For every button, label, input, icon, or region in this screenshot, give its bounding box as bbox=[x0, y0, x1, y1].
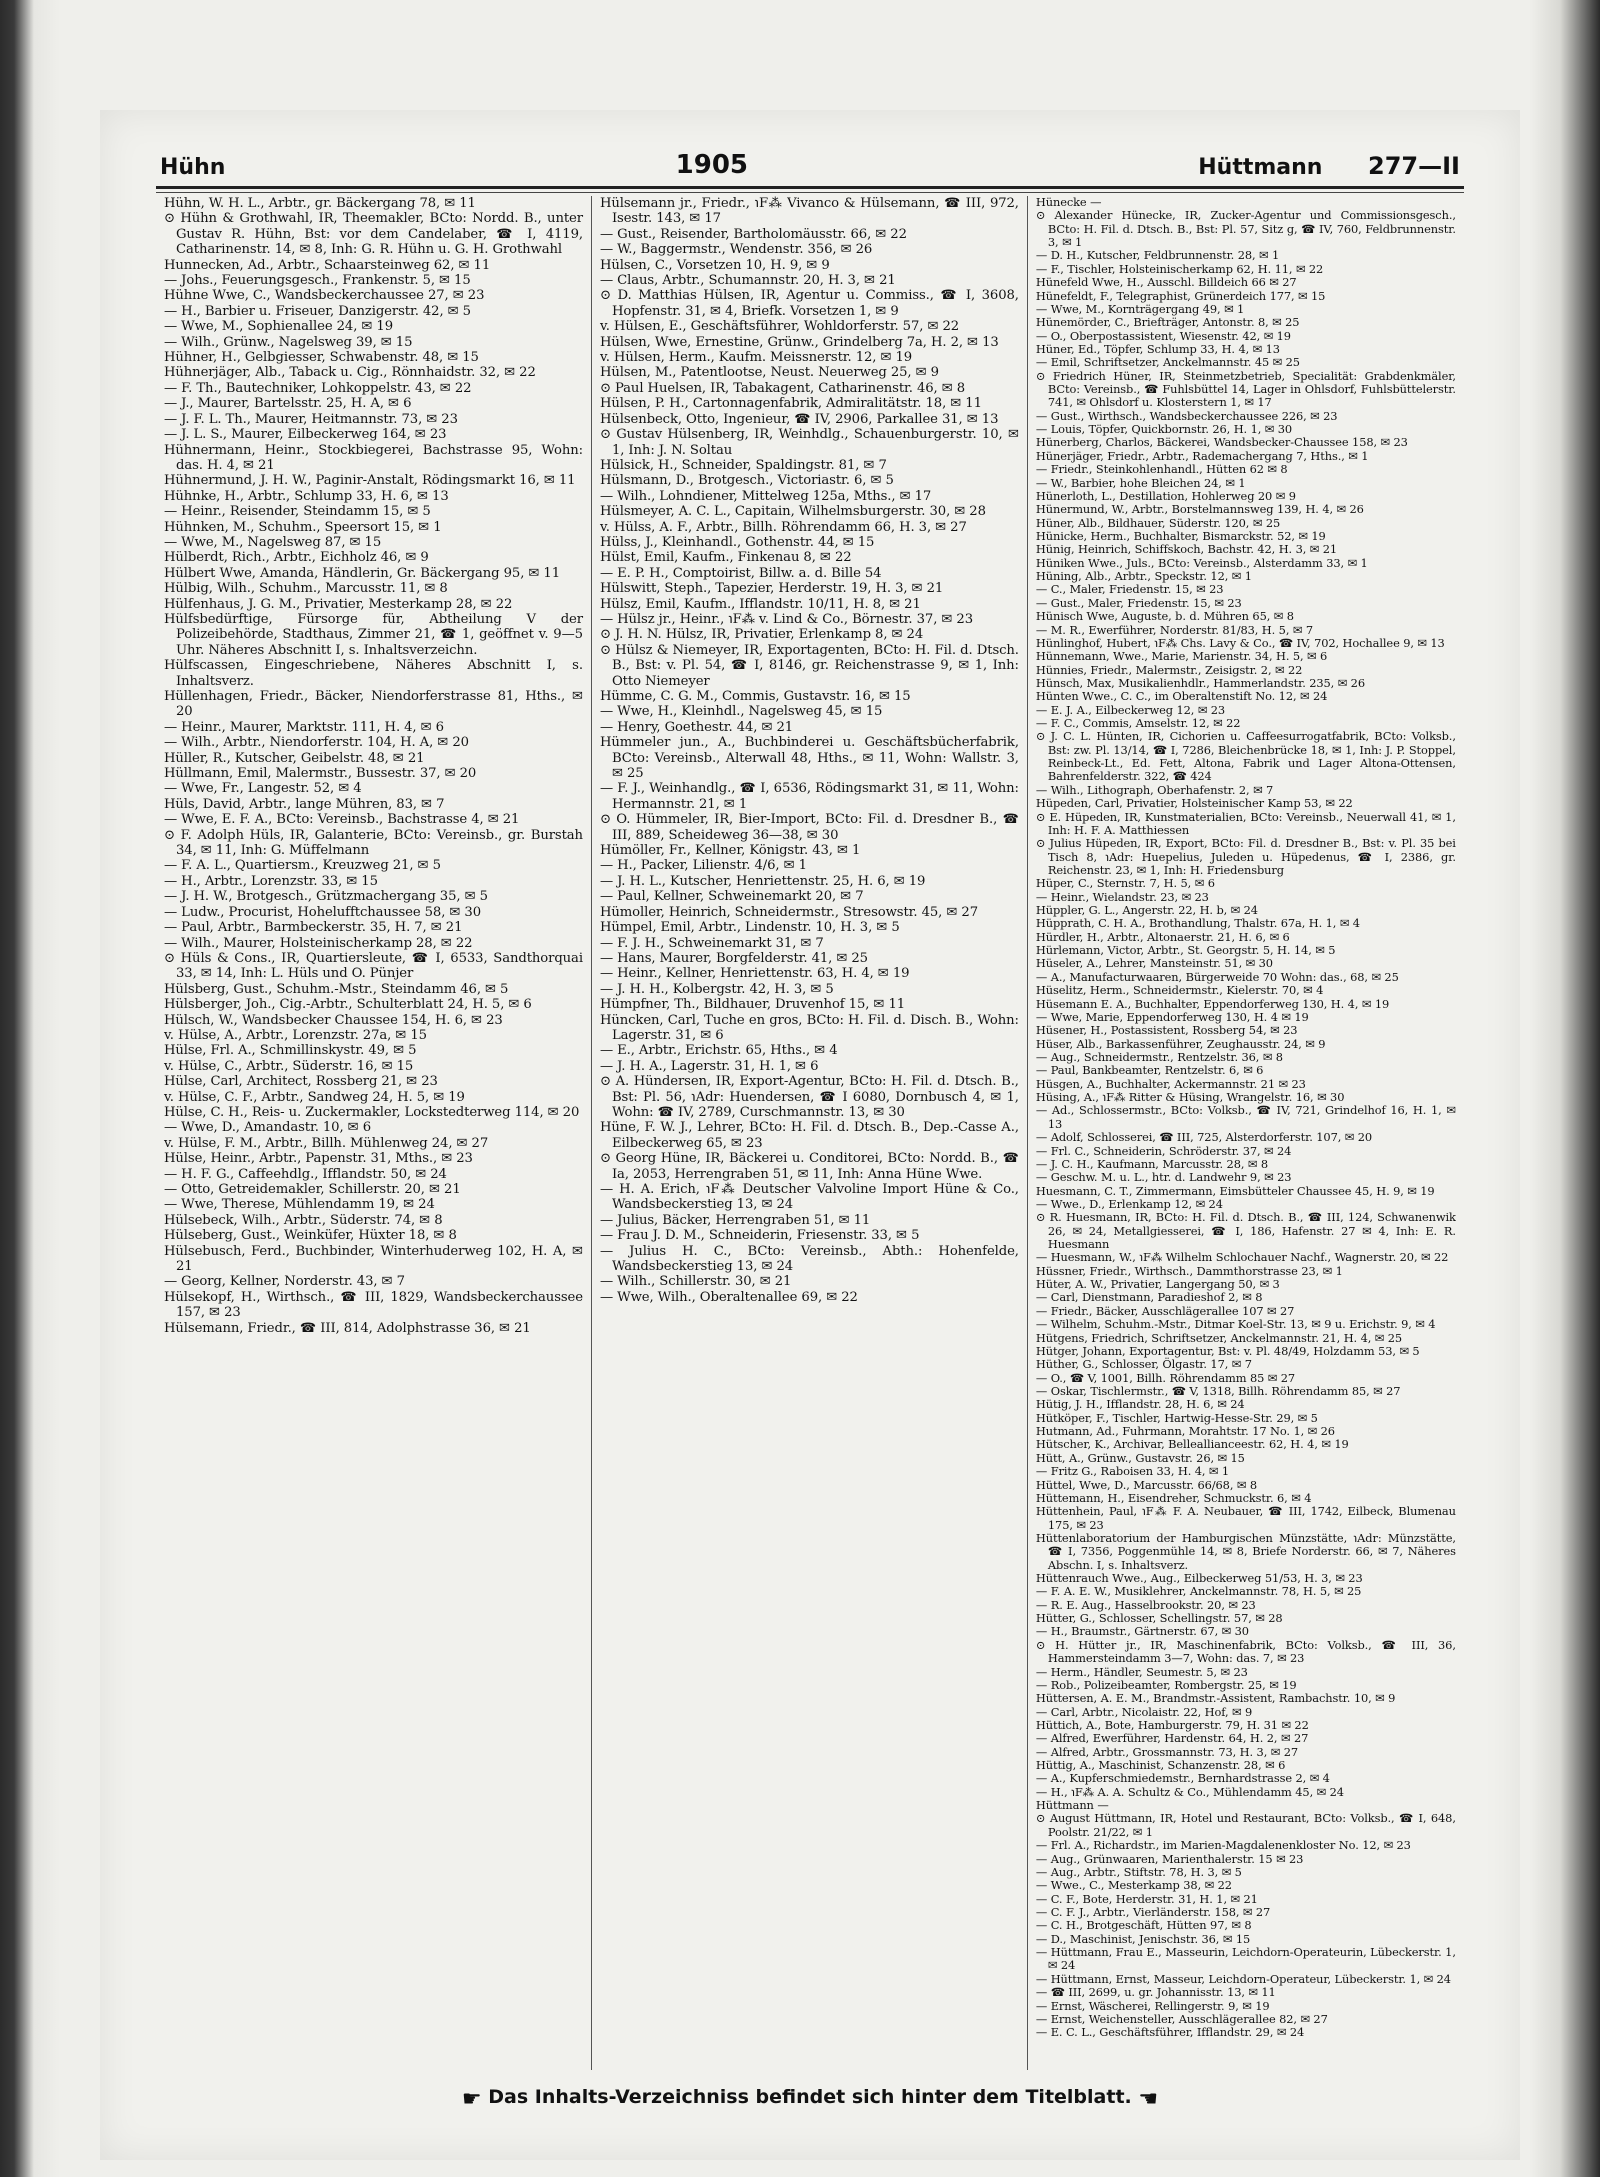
directory-entry: Hüllenhagen, Friedr., Bäcker, Niendorferstrasse 81, Hths., ✉ 20 bbox=[164, 689, 583, 720]
directory-entry: — A., Manufacturwaaren, Bürgerweide 70 Wohn: das., 68, ✉ 25 bbox=[1035, 969, 1399, 984]
directory-entry: Hülfscassen, Eingeschriebene, Näheres Abschnitt I, s. Inhaltsverz. bbox=[164, 658, 583, 689]
directory-entry: — Geschw. M. u. L., htr. d. Landwehr 9, ✉ 23 bbox=[1035, 1170, 1292, 1185]
directory-entry: Hühnken, M., Schuhm., Speersort 15, ✉ 1 bbox=[164, 519, 442, 535]
directory-entry: Hünefeldt, F., Telegraphist, Grünerdeich 177, ✉ 15 bbox=[1035, 288, 1326, 303]
directory-entry: — Wwe, H., Kleinhdl., Nagelsweg 45, ✉ 15 bbox=[599, 704, 883, 720]
directory-entry: Hülsberg, Gust., Schuhm.-Mstr., Steindamm 46, ✉ 5 bbox=[164, 981, 509, 997]
header-year: 1905 bbox=[675, 150, 749, 180]
directory-entry: Hühnke, H., Arbtr., Schlump 33, H. 6, ✉ 13 bbox=[164, 488, 449, 504]
directory-entry: — C. F. J., Arbtr., Vierländerstr. 158, ✉ 27 bbox=[1035, 1905, 1271, 1919]
page-number: 277—II bbox=[1368, 152, 1460, 180]
directory-entry: Hülsick, H., Schneider, Spaldingstr. 81, ✉ 7 bbox=[599, 457, 887, 473]
directory-entry: — Wwe, M., Sophienallee 24, ✉ 19 bbox=[164, 319, 393, 335]
directory-entry: — E. P. H., Comptoirist, Billw. a. d. Bille 54 bbox=[599, 565, 882, 581]
directory-entry: Hülsen, M., Patentlootse, Neust. Neuerweg 25, ✉ 9 bbox=[599, 365, 939, 381]
directory-entry: Hümme, C. G. M., Commis, Gustavstr. 16, ✉ 15 bbox=[599, 689, 911, 704]
directory-entry: ⊙ Hüls & Cons., IR, Quartiersleute, ☎ I, 6533, Sandthorquai 33, ✉ 14, Inh: L. Hüls und O. Pünjer bbox=[164, 950, 583, 982]
directory-entry: Hülse, C. H., Reis- u. Zuckermakler, Lockstedterweg 114, ✉ 20 bbox=[164, 1104, 580, 1120]
directory-entry: — D. H., Kutscher, Feldbrunnenstr. 28, ✉ 1 bbox=[1035, 248, 1280, 263]
directory-entry: — J., Maurer, Bartelsstr. 25, H. A, ✉ 6 bbox=[164, 396, 412, 412]
directory-entry: Hümpfner, Th., Bildhauer, Druvenhof 15, ✉ 11 bbox=[599, 997, 906, 1013]
directory-entry: ⊙ H. Hütter jr., IR, Maschinenfabrik, BCto: Volksb., ☎ III, 36, Hammersteindamm 3—7, Wohn: das. 7, ✉ 23 bbox=[1035, 1637, 1456, 1666]
pointing-hand-right-icon: ☚ bbox=[1138, 2087, 1159, 2112]
directory-entry: Hüttemann, H., Eisendreher, Schmuckstr. 6, ✉ 4 bbox=[1035, 1490, 1312, 1505]
directory-entry: Hülseberg, Gust., Weinküfer, Hüxter 18, ✉ 8 bbox=[164, 1228, 457, 1244]
directory-entry: Hülse, Carl, Architect, Rossberg 21, ✉ 23 bbox=[164, 1074, 438, 1090]
directory-entry: Hülbig, Wilh., Schuhm., Marcusstr. 11, ✉ 8 bbox=[164, 581, 448, 597]
directory-entry: — Aug., Arbtr., Stiftstr. 78, H. 3, ✉ 5 bbox=[1035, 1864, 1242, 1879]
directory-entry: — Wwe, Marie, Eppendorferweg 130, H. 4 ✉ 19 bbox=[1035, 1009, 1309, 1024]
directory-entry: Hüpeden, Carl, Privatier, Holsteinischer Kamp 53, ✉ 22 bbox=[1035, 796, 1353, 811]
directory-entry: — Frl. C., Schneiderin, Schröderstr. 37, ✉ 24 bbox=[1035, 1143, 1292, 1158]
directory-entry: Hünermund, W., Arbtr., Borstelmannsweg 139, H. 4, ✉ 26 bbox=[1035, 502, 1364, 517]
directory-entry: Hülsebeck, Wilh., Arbtr., Süderstr. 74, ✉ 8 bbox=[164, 1212, 443, 1228]
directory-entry: — A., Kupferschmiedemstr., Bernhardstrasse 2, ✉ 4 bbox=[1035, 1771, 1330, 1786]
directory-entry: — H., Packer, Lilienstr. 4/6, ✉ 1 bbox=[599, 858, 807, 874]
directory-entry: — Otto, Getreidemakler, Schillerstr. 20, ✉ 21 bbox=[164, 1182, 461, 1197]
directory-entry: — F. A. E. W., Musiklehrer, Anckelmannstr. 78, H. 5, ✉ 25 bbox=[1035, 1584, 1362, 1599]
directory-entry: — Fritz G., Raboisen 33, H. 4, ✉ 1 bbox=[1035, 1464, 1230, 1479]
directory-entry: Hüls, David, Arbtr., lange Mühren, 83, ✉ 7 bbox=[164, 796, 445, 812]
directory-entry: v. Hülsen, Herm., Kaufm. Meissnerstr. 12, ✉ 19 bbox=[599, 350, 913, 366]
directory-entry: v. Hülse, A., Arbtr., Lorenzstr. 27a, ✉ 15 bbox=[164, 1027, 427, 1043]
directory-entry: Hüttenrauch Wwe., Aug., Eilbeckerweg 51/53, H. 3, ✉ 23 bbox=[1035, 1571, 1363, 1586]
directory-entry: Hütköper, F., Tischler, Hartwig-Hesse-Str. 29, ✉ 5 bbox=[1035, 1410, 1318, 1425]
directory-entry: Hülsekopf, H., Wirthsch., ☎ III, 1829, Wandsbeckerchaussee 157, ✉ 23 bbox=[164, 1289, 583, 1321]
directory-entry: Hühnermann, Heinr., Stockbiegerei, Bachstrasse 95, Wohn: das. H. 4, ✉ 21 bbox=[164, 442, 583, 473]
directory-entry: — Henry, Goethestr. 44, ✉ 21 bbox=[599, 719, 794, 735]
directory-entry: — F. J. H., Schweinemarkt 31, ✉ 7 bbox=[599, 935, 824, 951]
directory-entry: Hüsener, H., Postassistent, Rossberg 54, ✉ 23 bbox=[1035, 1023, 1298, 1038]
directory-entry: — Wwe., C., Mesterkamp 38, ✉ 22 bbox=[1035, 1878, 1232, 1893]
directory-entry: — Hülsz jr., Heinr., ℩F⁂ v. Lind & Co., Börnestr. 37, ✉ 23 bbox=[599, 611, 974, 627]
directory-entry: Hülsberger, Joh., Cig.-Arbtr., Schulterblatt 24, H. 5, ✉ 6 bbox=[164, 997, 532, 1013]
directory-entry: Hüter, A. W., Privatier, Langergang 50, ✉ 3 bbox=[1035, 1277, 1280, 1292]
directory-entry: v. Hülss, A. F., Arbtr., Billh. Röhrendamm 66, H. 3, ✉ 27 bbox=[599, 519, 967, 535]
directory-entry: Hüseler, A., Lehrer, Mansteinstr. 51, ✉ 30 bbox=[1035, 956, 1273, 971]
directory-entry: Hüttmann — bbox=[1035, 1798, 1109, 1813]
directory-entry: ⊙ Georg Hüne, IR, Bäckerei u. Conditorei, BCto: Nordd. B., ☎ Ia, 2053, Herrengraben 51, ✉ 11, Inh: Anna Hüne Wwe. bbox=[599, 1151, 1019, 1182]
directory-entry: Hüller, R., Kutscher, Geibelstr. 48, ✉ 21 bbox=[164, 750, 425, 766]
directory-entry: — J. H. A., Lagerstr. 31, H. 1, ✉ 6 bbox=[599, 1058, 819, 1074]
directory-entry: Hülse, Frl. A., Schmillinskystr. 49, ✉ 5 bbox=[164, 1043, 417, 1059]
directory-entry: — Carl, Dienstmann, Paradieshof 2, ✉ 8 bbox=[1035, 1290, 1263, 1305]
directory-entry: ⊙ J. H. N. Hülsz, IR, Privatier, Erlenkamp 8, ✉ 24 bbox=[599, 627, 924, 643]
directory-entry: Hüner, Ed., Töpfer, Schlump 33, H. 4, ✉ 13 bbox=[1035, 341, 1280, 356]
directory-entry: Hühn, W. H. L., Arbtr., gr. Bäckergang 78, ✉ 11 bbox=[164, 196, 476, 211]
directory-entry: Hülsmann, D., Brotgesch., Victoriastr. 6, ✉ 5 bbox=[599, 473, 894, 489]
directory-entry: Hüser, Alb., Barkassenführer, Zeughausstr. 24, ✉ 9 bbox=[1035, 1036, 1326, 1051]
directory-entry: — Rob., Polizeibeamter, Rombergstr. 25, ✉ 19 bbox=[1035, 1677, 1297, 1692]
directory-entry: ⊙ F. Adolph Hüls, IR, Galanterie, BCto: Vereinsb., gr. Burstah 34, ✉ 11, Inh: G. Müffelmann bbox=[164, 827, 583, 859]
directory-entry: Hülsz, Emil, Kaufm., Ifflandstr. 10/11, H. 8, ✉ 21 bbox=[599, 596, 921, 612]
directory-entry: Hüttig, A., Maschinist, Schanzenstr. 28, ✉ 6 bbox=[1035, 1758, 1286, 1773]
directory-entry: ⊙ Friedrich Hüner, IR, Steinmetzbetrieb, Specialität: Grabdenkmäler, BCto: Vereinsb., ☎ Fuhlsbüttel 14, Lager in Ohlsdorf, Fuhlsbüttelerstr. 741, ✉ Ohlsdorf u. Klosterstern 1, ✉ 17 bbox=[1035, 368, 1456, 410]
directory-entry: Hülsebusch, Ferd., Buchbinder, Winterhuderweg 102, H. A, ✉ 21 bbox=[164, 1243, 583, 1275]
directory-entry: Hülberdt, Rich., Arbtr., Eichholz 46, ✉ 9 bbox=[164, 550, 429, 566]
directory-entry: — Wilh., Arbtr., Niendorferstr. 104, H. A, ✉ 20 bbox=[164, 735, 469, 751]
directory-entry: — Hans, Maurer, Borgfelderstr. 41, ✉ 25 bbox=[599, 950, 868, 966]
directory-entry: Hüsing, A., ℩F⁂ Ritter & Hüsing, Wrangelstr. 16, ✉ 30 bbox=[1035, 1090, 1345, 1105]
directory-entry: Hümmeler jun., A., Buchbinderei u. Geschäftsbücherfabrik, BCto: Vereinsb., Alterwall 48, Hths., ✉ 11, Wohn: Wallstr. 3, ✉ 25 bbox=[599, 735, 1019, 782]
directory-entry: — Gust., Maler, Friedenstr. 15, ✉ 23 bbox=[1035, 595, 1242, 610]
directory-entry: ⊙ R. Huesmann, IR, BCto: H. Fil. d. Dtsch. B., ☎ III, 124, Schwanenwik 26, ✉ 24, Metallgiesserei, ☎ I, 186, Hafenstr. 27 ✉ 4, Inh: E. R. Huesmann bbox=[1035, 1210, 1456, 1252]
directory-entry: — C. H., Brotgeschäft, Hütten 97, ✉ 8 bbox=[1035, 1918, 1252, 1933]
directory-entry: Hühner, H., Gelbgiesser, Schwabenstr. 48, ✉ 15 bbox=[164, 350, 479, 366]
directory-entry: ⊙ Gustav Hülsenberg, IR, Weinhdlg., Schauenburgerstr. 10, ✉ 1, Inh: J. N. Soltau bbox=[599, 427, 1019, 458]
directory-entry: Hünsch, Max, Musikalienhdlr., Hammerlandstr. 235, ✉ 26 bbox=[1035, 675, 1365, 690]
directory-entry: — W., Baggermstr., Wendenstr. 356, ✉ 26 bbox=[599, 242, 873, 258]
directory-entry: Hüncken, Carl, Tuche en gros, BCto: H. Fil. d. Disch. B., Wohn: Lagerstr. 31, ✉ 6 bbox=[599, 1012, 1019, 1043]
directory-entry: — Heinr., Reisender, Steindamm 15, ✉ 5 bbox=[164, 504, 431, 520]
directory-entry: — R. E. Aug., Hasselbrookstr. 20, ✉ 23 bbox=[1035, 1597, 1256, 1612]
directory-entry: Hüniken Wwe., Juls., BCto: Vereinsb., Alsterdamm 33, ✉ 1 bbox=[1035, 555, 1368, 570]
directory-entry: — Julius, Bäcker, Herrengraben 51, ✉ 11 bbox=[599, 1212, 871, 1228]
directory-entry: — H. A. Erich, ℩F⁂ Deutscher Valvoline Import Hüne & Co., Wandsbeckerstieg 13, ✉ 24 bbox=[599, 1182, 1019, 1213]
directory-entry: ⊙ Julius Hüpeden, IR, Export, BCto: Fil. d. Dresdner B., Bst: v. Pl. 35 bei Tisch 8, ℩Adr: Huepelius, Juleden u. Hüpedenus, ☎ I, 2386, gr. Reichenstr. 23, ✉ 1, Inh: H. Friedensburg bbox=[1035, 836, 1456, 877]
directory-entry: — Ernst, Weichensteller, Ausschlägerallee 82, ✉ 27 bbox=[1035, 2011, 1328, 2026]
directory-entry: ⊙ Hülsz & Niemeyer, IR, Exportagenten, BCto: H. Fil. d. Dtsch. B., Bst: v. Pl. 54, ☎ I, 8146, gr. Reichenstrasse 9, ✉ 1, Inh: Otto Niemeyer bbox=[599, 642, 1019, 689]
directory-entry: ⊙ Alexander Hünecke, IR, Zucker-Agentur und Commissionsgesch., BCto: H. Fil. d. Dtsch. B., Bst: Pl. 57, Sitz g, ☎ IV, 760, Feldbrunnenstr. 3, ✉ 1 bbox=[1035, 208, 1456, 250]
directory-entry: — H., Braumstr., Gärtnerstr. 67, ✉ 30 bbox=[1035, 1624, 1249, 1639]
directory-entry: — O., ☎ V, 1001, Billh. Röhrendamm 85 ✉ 27 bbox=[1035, 1370, 1296, 1385]
directory-entry: — J. H. L., Kutscher, Henriettenstr. 25, H. 6, ✉ 19 bbox=[599, 873, 926, 889]
directory-entry: Hülss, J., Kleinhandl., Gothenstr. 44, ✉ 15 bbox=[599, 534, 875, 550]
directory-entry: — Frl. A., Richardstr., im Marien-Magdalenenkloster No. 12, ✉ 23 bbox=[1035, 1838, 1411, 1853]
directory-entry: — Adolf, Schlosserei, ☎ III, 725, Alsterdorferstr. 107, ✉ 20 bbox=[1035, 1130, 1373, 1145]
directory-entry: Hünecke — bbox=[1035, 196, 1102, 209]
directory-entry: — Friedr., Steinkohlenhandl., Hütten 62 ✉ 8 bbox=[1035, 462, 1288, 477]
directory-entry: Hüttenhein, Paul, ℩F⁂ F. A. Neubauer, ☎ III, 1742, Eilbeck, Blumenau 175, ✉ 23 bbox=[1035, 1504, 1456, 1532]
directory-entry: — Wwe., D., Erlenkamp 12, ✉ 24 bbox=[1035, 1196, 1223, 1211]
directory-entry: — J. H. H., Kolbergstr. 42, H. 3, ✉ 5 bbox=[599, 981, 834, 997]
directory-entry: — Gust., Reisender, Bartholomäusstr. 66, ✉ 22 bbox=[599, 226, 907, 242]
directory-entry: Hüsemann E. A., Buchhalter, Eppendorferweg 130, H. 4, ✉ 19 bbox=[1035, 996, 1390, 1011]
directory-entry: Hülse, Heinr., Arbtr., Papenstr. 31, Mths., ✉ 23 bbox=[164, 1151, 473, 1167]
directory-entry: — M. R., Ewerführer, Norderstr. 81/83, H. 5, ✉ 7 bbox=[1035, 622, 1313, 637]
directory-entry: Hünnies, Friedr., Malermstr., Zeisigstr. 2, ✉ 22 bbox=[1035, 662, 1303, 677]
directory-entry: — C. F., Bote, Herderstr. 31, H. 1, ✉ 21 bbox=[1035, 1891, 1258, 1906]
directory-entry: — Friedr., Bäcker, Ausschlägerallee 107 ✉ 27 bbox=[1035, 1303, 1295, 1318]
directory-entry: — H. F. G., Caffeehdlg., Ifflandstr. 50, ✉ 24 bbox=[164, 1166, 447, 1182]
directory-entry: Hütger, Johann, Exportagentur, Bst: v. Pl. 48/49, Holzdamm 53, ✉ 5 bbox=[1035, 1343, 1420, 1358]
directory-entry: — Herm., Händler, Seumestr. 5, ✉ 23 bbox=[1035, 1664, 1248, 1679]
directory-entry: Hüttersen, A. E. M., Brandmstr.-Assistent, Rambachstr. 10, ✉ 9 bbox=[1035, 1691, 1396, 1706]
directory-entry: — Wilh., Grünw., Nagelsweg 39, ✉ 15 bbox=[164, 334, 413, 350]
directory-entry: v. Hülsen, E., Geschäftsführer, Wohldorferstr. 57, ✉ 22 bbox=[599, 319, 960, 335]
directory-entry: Hüselitz, Herm., Schneidermstr., Kielerstr. 70, ✉ 4 bbox=[1035, 983, 1324, 998]
directory-entry: Hülfenhaus, J. G. M., Privatier, Mesterkamp 28, ✉ 22 bbox=[164, 596, 513, 612]
directory-entry: — Aug., Schneidermstr., Rentzelstr. 36, ✉ 8 bbox=[1035, 1050, 1283, 1064]
directory-entry: Hütter, G., Schlosser, Schellingstr. 57, ✉ 28 bbox=[1035, 1611, 1283, 1626]
header-right-keyword: Hüttmann bbox=[1198, 155, 1323, 180]
text-columns bbox=[156, 196, 1464, 2070]
header-rule bbox=[156, 186, 1464, 193]
directory-entry: — Heinr., Wielandstr. 23, ✉ 23 bbox=[1035, 889, 1209, 904]
directory-entry: — J. C. H., Kaufmann, Marcusstr. 28, ✉ 8 bbox=[1035, 1156, 1269, 1171]
directory-entry: Hülbert Wwe, Amanda, Händlerin, Gr. Bäckergang 95, ✉ 11 bbox=[164, 565, 561, 581]
directory-entry: — Alfred, Arbtr., Grossmannstr. 73, H. 3, ✉ 27 bbox=[1035, 1744, 1298, 1759]
directory-entry: Hülsemann jr., Friedr., ℩F⁂ Vivanco & Hülsemann, ☎ III, 972, Isestr. 143, ✉ 17 bbox=[599, 196, 1019, 227]
directory-entry: Hüppler, G. L., Angerstr. 22, H. b, ✉ 24 bbox=[1035, 903, 1258, 918]
directory-entry: — E., Arbtr., Erichstr. 65, Hths., ✉ 4 bbox=[599, 1043, 838, 1059]
directory-entry: Hüllmann, Emil, Malermstr., Bussestr. 37, ✉ 20 bbox=[164, 766, 477, 782]
directory-entry: — F. J., Weinhandlg., ☎ I, 6536, Rödingsmarkt 31, ✉ 11, Wohn: Hermannstr. 21, ✉ 1 bbox=[599, 781, 1019, 812]
directory-entry: Hütscher, K., Archivar, Belleallianceestr. 62, H. 4, ✉ 19 bbox=[1035, 1437, 1349, 1452]
directory-entry: — Julius H. C., BCto: Vereinsb., Abth.: Hohenfelde, Wandsbeckerstieg 13, ✉ 24 bbox=[599, 1243, 1019, 1275]
footer-note: Das Inhalts-Verzeichniss befindet sich hinter dem Titelblatt. bbox=[488, 2086, 1132, 2108]
directory-entry: — F., Tischler, Holsteinischerkamp 62, H. 11, ✉ 22 bbox=[1035, 261, 1324, 276]
directory-entry: — Georg, Kellner, Norderstr. 43, ✉ 7 bbox=[164, 1274, 405, 1290]
directory-entry: — Huesmann, W., ℩F⁂ Wilhelm Schlochauer Nachf., Wagnerstr. 20, ✉ 22 bbox=[1035, 1250, 1449, 1265]
directory-entry: Huesmann, C. T., Zimmermann, Eimsbütteler Chaussee 45, H. 9, ✉ 19 bbox=[1035, 1183, 1435, 1198]
directory-entry: — F. Th., Bautechniker, Lohkoppelstr. 43, ✉ 22 bbox=[164, 380, 472, 396]
directory-entry: ⊙ Paul Huelsen, IR, Tabakagent, Catharinenstr. 46, ✉ 8 bbox=[599, 380, 966, 396]
directory-entry: — Gust., Wirthsch., Wandsbeckerchaussee 226, ✉ 23 bbox=[1035, 408, 1338, 423]
directory-entry: — Wwe, D., Amandastr. 10, ✉ 6 bbox=[164, 1120, 371, 1136]
directory-entry: Hüttenlaboratorium der Hamburgischen Münzstätte, ℩Adr: Münzstätte, ☎ I, 7356, Poggenmühle 14, ✉ 8, Briefe Norderstr. 66, ✉ 7, Näheres Abschn. I, s. Inhaltsverz. bbox=[1035, 1530, 1456, 1572]
directory-entry: — F. A. L., Quartiersm., Kreuzweg 21, ✉ 5 bbox=[164, 858, 441, 874]
directory-entry: Hütig, J. H., Ifflandstr. 28, H. 6, ✉ 24 bbox=[1035, 1397, 1245, 1412]
directory-entry: Hülsen, Wwe, Ernestine, Grünw., Grindelberg 7a, H. 2, ✉ 13 bbox=[599, 334, 999, 350]
directory-entry: Hünten Wwe., C. C., im Oberaltenstift No. 12, ✉ 24 bbox=[1035, 689, 1328, 704]
directory-entry: — Wwe, Wilh., Oberaltenallee 69, ✉ 22 bbox=[599, 1289, 858, 1305]
directory-entry: v. Hülse, C., Arbtr., Süderstr. 16, ✉ 15 bbox=[164, 1058, 414, 1074]
column-1 bbox=[156, 196, 592, 2070]
directory-entry: — Wwe, Therese, Mühlendamm 19, ✉ 24 bbox=[164, 1197, 435, 1213]
directory-entry: Hüning, Alb., Arbtr., Speckstr. 12, ✉ 1 bbox=[1035, 569, 1252, 584]
directory-entry: — Heinr., Kellner, Henriettenstr. 63, H. 4, ✉ 19 bbox=[599, 966, 910, 982]
directory-entry: — Aug., Grünwaaren, Marienthalerstr. 15 ✉ 23 bbox=[1035, 1851, 1304, 1866]
directory-entry: — Heinr., Maurer, Marktstr. 111, H. 4, ✉ 6 bbox=[164, 719, 444, 735]
column-3 bbox=[1028, 196, 1464, 2070]
directory-entry: ⊙ August Hüttmann, IR, Hotel und Restaurant, BCto: Volksb., ☎ I, 648, Poolstr. 21/22, ✉ 1 bbox=[1035, 1811, 1456, 1839]
directory-entry: ⊙ E. Hüpeden, IR, Kunstmaterialien, BCto: Vereinsb., Neuerwall 41, ✉ 1, Inh: H. F. A. Matthiessen bbox=[1035, 809, 1456, 837]
directory-entry: — Hüttmann, Frau E., Masseurin, Leichdorn-Operateurin, Lübeckerstr. 1, ✉ 24 bbox=[1035, 1945, 1456, 1973]
directory-entry: — Wwe, E. F. A., BCto: Vereinsb., Bachstrasse 4, ✉ 21 bbox=[164, 812, 520, 828]
directory-entry: Hünicke, Herm., Buchhalter, Bismarckstr. 52, ✉ 19 bbox=[1035, 528, 1326, 543]
directory-entry: Hütt, A., Grünw., Gustavstr. 26, ✉ 15 bbox=[1035, 1450, 1245, 1465]
directory-entry: — Alfred, Ewerführer, Hardenstr. 64, H. 2, ✉ 27 bbox=[1035, 1731, 1309, 1746]
directory-entry: Hühnermund, J. H. W., Paginir-Anstalt, Rödingsmarkt 16, ✉ 11 bbox=[164, 473, 576, 489]
directory-entry: Hüther, G., Schlosser, Ölgastr. 17, ✉ 7 bbox=[1035, 1357, 1252, 1372]
directory-entry: — Ludw., Procurist, Hohelufftchaussee 58, ✉ 30 bbox=[164, 904, 482, 920]
directory-entry: — Ernst, Wäscherei, Rellingerstr. 9, ✉ 19 bbox=[1035, 1998, 1270, 2013]
directory-entry: — H., Barbier u. Friseuer, Danzigerstr. 42, ✉ 5 bbox=[164, 303, 471, 319]
directory-entry: — Wilh., Schillerstr. 30, ✉ 21 bbox=[599, 1274, 792, 1290]
directory-entry: — Paul, Kellner, Schweinemarkt 20, ✉ 7 bbox=[599, 889, 864, 905]
directory-entry: — J. L. S., Maurer, Eilbeckerweg 164, ✉ 23 bbox=[164, 427, 447, 443]
header-left-keyword: Hühn bbox=[160, 155, 226, 180]
directory-entry: ⊙ A. Hündersen, IR, Export-Agentur, BCto: H. Fil. d. Dtsch. B., Bst: Pl. 56, ℩Adr: Huendersen, ☎ I 6080, Dornbusch 4, ✉ 1, Wohn: ☎ IV, 2789, Curschmannstr. 13, ✉ 30 bbox=[599, 1074, 1019, 1120]
directory-entry: — Hüttmann, Ernst, Masseur, Leichdorn-Operateur, Lübeckerstr. 1, ✉ 24 bbox=[1035, 1971, 1451, 1986]
directory-entry: Hülst, Emil, Kaufm., Finkenau 8, ✉ 22 bbox=[599, 550, 852, 566]
directory-entry: — Wilh., Maurer, Holsteinischerkamp 28, ✉ 22 bbox=[164, 935, 473, 951]
directory-entry: Hülfsbedürftige, Fürsorge für, Abtheilung V der Polizeibehörde, Stadthaus, Zimmer 21, ☎ 1, geöffnet v. 9—5 Uhr. Näheres Abschnitt I, s. Inhaltsverzeichn. bbox=[164, 611, 583, 658]
directory-entry: — Wilhelm, Schuhm.-Mstr., Ditmar Koel-Str. 13, ✉ 9 u. Erichstr. 9, ✉ 4 bbox=[1035, 1317, 1436, 1332]
directory-entry: — J. F. L. Th., Maurer, Heitmannstr. 73, ✉ 23 bbox=[164, 411, 458, 427]
directory-entry: — Wilh., Lithograph, Oberhafenstr. 2, ✉ 7 bbox=[1035, 782, 1274, 797]
directory-entry: — D., Maschinist, Jenischstr. 36, ✉ 15 bbox=[1035, 1931, 1251, 1946]
directory-entry: — H., Arbtr., Lorenzstr. 33, ✉ 15 bbox=[164, 873, 378, 889]
directory-entry: v. Hülse, C. F., Arbtr., Sandweg 24, H. 5, ✉ 19 bbox=[164, 1089, 465, 1105]
directory-entry: Hümöller, Fr., Kellner, Königstr. 43, ✉ 1 bbox=[599, 843, 861, 859]
directory-entry: ⊙ Hühn & Grothwahl, IR, Theemakler, BCto: Nordd. B., unter Gustav R. Hühn, Bst: vor dem Candelaber, ☎ I, 4119, Catharinenstr. 14, ✉ 8, Inh: G. R. Hühn u. G. H. Grothwahl bbox=[164, 211, 583, 258]
directory-entry: Hümpel, Emil, Arbtr., Lindenstr. 10, H. 3, ✉ 5 bbox=[599, 920, 900, 936]
directory-entry: — Emil, Schriftsetzer, Anckelmannstr. 45 ✉ 25 bbox=[1035, 355, 1300, 370]
directory-entry: — Oskar, Tischlermstr., ☎ V, 1318, Billh. Röhrendamm 85, ✉ 27 bbox=[1035, 1383, 1401, 1398]
directory-entry: Hüpprath, C. H. A., Brothandlung, Thalstr. 67a, H. 1, ✉ 4 bbox=[1035, 916, 1360, 931]
directory-entry: Hutmann, Ad., Fuhrmann, Morahtstr. 17 No. 1, ✉ 26 bbox=[1035, 1424, 1335, 1439]
directory-entry: Hünerloth, L., Destillation, Hohlerweg 20 ✉ 9 bbox=[1035, 488, 1296, 503]
directory-entry: — O., Oberpostassistent, Wiesenstr. 42, ✉ 19 bbox=[1035, 328, 1291, 343]
directory-entry: — Carl, Arbtr., Nicolaistr. 22, Hof, ✉ 9 bbox=[1035, 1704, 1253, 1719]
directory-entry: Hürdler, H., Arbtr., Altonaerstr. 21, H. 6, ✉ 6 bbox=[1035, 929, 1290, 944]
directory-entry: Hünemörder, C., Briefträger, Antonstr. 8, ✉ 25 bbox=[1035, 315, 1300, 330]
directory-entry: — Paul, Arbtr., Barmbeckerstr. 35, H. 7, ✉ 21 bbox=[164, 920, 463, 936]
directory-entry: — Wwe, M., Kornträgergang 49, ✉ 1 bbox=[1035, 301, 1245, 316]
directory-entry: Hülsenbeck, Otto, Ingenieur, ☎ IV, 2906, Parkallee 31, ✉ 13 bbox=[599, 411, 999, 427]
column-2 bbox=[592, 196, 1028, 2070]
directory-entry: Hünerberg, Charlos, Bäckerei, Wandsbecker-Chaussee 158, ✉ 23 bbox=[1035, 435, 1408, 450]
directory-entry: Hüne, F. W. J., Lehrer, BCto: H. Fil. d. Dtsch. B., Dep.-Casse A., Eilbeckerweg 65, ✉ 23 bbox=[599, 1120, 1019, 1151]
directory-entry: Hüssner, Friedr., Wirthsch., Dammthorstrasse 23, ✉ 1 bbox=[1035, 1263, 1343, 1278]
directory-entry: — Wwe, Fr., Langestr. 52, ✉ 4 bbox=[164, 781, 362, 797]
directory-entry: Hünisch Wwe, Auguste, b. d. Mühren 65, ✉ 8 bbox=[1035, 609, 1294, 624]
directory-entry: Hüttich, A., Bote, Hamburgerstr. 79, H. 31 ✉ 22 bbox=[1035, 1717, 1309, 1732]
directory-entry: Hüner, Alb., Bildhauer, Süderstr. 120, ✉ 25 bbox=[1035, 515, 1281, 530]
directory-entry: — Paul, Bankbeamter, Rentzelstr. 6, ✉ 6 bbox=[1035, 1063, 1264, 1078]
directory-entry: Hülsemann, Friedr., ☎ III, 814, Adolphstrasse 36, ✉ 21 bbox=[164, 1320, 531, 1336]
directory-entry: Hünlinghof, Hubert, ℩F⁂ Chs. Lavy & Co., ☎ IV, 702, Hochallee 9, ✉ 13 bbox=[1035, 635, 1445, 650]
directory-entry: — W., Barbier, hohe Bleichen 24, ✉ 1 bbox=[1035, 475, 1246, 490]
directory-entry: Hühne Wwe, C., Wandsbeckerchaussee 27, ✉ 23 bbox=[164, 288, 485, 304]
directory-entry: Hülswitt, Steph., Tapezier, Herderstr. 19, H. 3, ✉ 21 bbox=[599, 581, 944, 597]
directory-entry: Hünig, Heinrich, Schiffskoch, Bachstr. 42, H. 3, ✉ 21 bbox=[1035, 542, 1338, 557]
directory-entry: — E. C. L., Geschäftsführer, Ifflandstr. 29, ✉ 24 bbox=[1035, 2025, 1305, 2040]
directory-entry: Hünnemann, Wwe., Marie, Marienstr. 34, H. 5, ✉ 6 bbox=[1035, 649, 1328, 664]
directory-entry: — ☎ III, 2699, u. gr. Johannisstr. 13, ✉ 11 bbox=[1035, 1985, 1276, 2000]
directory-entry: Hühnerjäger, Alb., Taback u. Cig., Rönnhaidstr. 32, ✉ 22 bbox=[164, 365, 536, 381]
directory-entry: — F. C., Commis, Amselstr. 12, ✉ 22 bbox=[1035, 716, 1241, 731]
directory-entry: — Claus, Arbtr., Schumannstr. 20, H. 3, ✉ 21 bbox=[599, 273, 896, 289]
directory-entry: Hülsen, P. H., Cartonnagenfabrik, Admiralitätstr. 18, ✉ 11 bbox=[599, 396, 982, 412]
directory-entry: Hüttel, Wwe, D., Marcusstr. 66/68, ✉ 8 bbox=[1035, 1477, 1257, 1492]
directory-entry: — Ad., Schlossermstr., BCto: Volksb., ☎ IV, 721, Grindelhof 16, H. 1, ✉ 13 bbox=[1035, 1103, 1456, 1131]
directory-entry: Hütgens, Friedrich, Schriftsetzer, Anckelmannstr. 21, H. 4, ✉ 25 bbox=[1035, 1330, 1403, 1345]
directory-entry: Hüper, C., Sternstr. 7, H. 5, ✉ 6 bbox=[1035, 876, 1215, 891]
directory-entry: Hürlemann, Victor, Arbtr., St. Georgstr. 5, H. 14, ✉ 5 bbox=[1035, 943, 1336, 958]
directory-entry: Hülsch, W., Wandsbecker Chaussee 154, H. 6, ✉ 23 bbox=[164, 1012, 503, 1028]
directory-entry: — C., Maler, Friedenstr. 15, ✉ 23 bbox=[1035, 582, 1224, 597]
directory-entry: Hümoller, Heinrich, Schneidermstr., Stresowstr. 45, ✉ 27 bbox=[599, 904, 978, 920]
directory-page bbox=[100, 110, 1520, 2160]
directory-entry: Hunnecken, Ad., Arbtr., Schaarsteinweg 62, ✉ 11 bbox=[164, 257, 491, 273]
directory-entry: — Louis, Töpfer, Quickbornstr. 26, H. 1, ✉ 30 bbox=[1035, 422, 1293, 437]
directory-entry: Hülsen, C., Vorsetzen 10, H. 9, ✉ 9 bbox=[599, 257, 830, 273]
page-header bbox=[160, 140, 1460, 180]
directory-entry: — H., ℩F⁂ A. A. Schultz & Co., Mühlendamm 45, ✉ 24 bbox=[1035, 1784, 1344, 1799]
directory-entry: — Wilh., Lohndiener, Mittelweg 125a, Mths., ✉ 17 bbox=[599, 488, 932, 504]
directory-entry: — Frau J. D. M., Schneiderin, Friesenstr. 33, ✉ 5 bbox=[599, 1228, 920, 1244]
directory-entry: ⊙ D. Matthias Hülsen, IR, Agentur u. Commiss., ☎ I, 3608, Hopfenstr. 31, ✉ 4, Briefk. Vorsetzen 1, ✉ 9 bbox=[599, 288, 1019, 319]
directory-entry: Hünefeld Wwe, H., Ausschl. Billdeich 66 ✉ 27 bbox=[1035, 275, 1297, 290]
directory-entry: ⊙ J. C. L. Hünten, IR, Cichorien u. Caffeesurrogatfabrik, BCto: Volksb., Bst: zw. Pl. 13/14, ☎ I, 7286, Bleichenbrücke 18, ✉ 1, Inh: J. P. Stoppel, Reinbeck-Lt., Ed. Fett, Altona, Fabrik und Lager Altona-Ottensen, Bahrenfelderstr. 322, ☎ 424 bbox=[1035, 729, 1456, 784]
directory-entry: v. Hülse, F. M., Arbtr., Billh. Mühlenweg 24, ✉ 27 bbox=[164, 1135, 489, 1151]
directory-entry: Hünerjäger, Friedr., Arbtr., Rademachergang 7, Hths., ✉ 1 bbox=[1035, 448, 1369, 463]
directory-entry: ⊙ O. Hümmeler, IR, Bier-Import, BCto: Fil. d. Dresdner B., ☎ III, 889, Scheideweg 36—38, ✉ 30 bbox=[599, 812, 1019, 843]
directory-entry: — Johs., Feuerungsgesch., Frankenstr. 5, ✉ 15 bbox=[164, 273, 471, 289]
directory-entry: Hülsmeyer, A. C. L., Capitain, Wilhelmsburgerstr. 30, ✉ 28 bbox=[599, 504, 986, 520]
directory-entry: Hüsgen, A., Buchhalter, Ackermannstr. 21 ✉ 23 bbox=[1035, 1076, 1306, 1091]
page-footer bbox=[156, 2086, 1464, 2116]
directory-entry: — E. J. A., Eilbeckerweg 12, ✉ 23 bbox=[1035, 702, 1226, 717]
directory-entry: — J. H. W., Brotgesch., Grützmachergang 35, ✉ 5 bbox=[164, 889, 488, 905]
pointing-hand-left-icon: ☛ bbox=[461, 2087, 482, 2112]
directory-entry: — Wwe, M., Nagelsweg 87, ✉ 15 bbox=[164, 534, 382, 550]
